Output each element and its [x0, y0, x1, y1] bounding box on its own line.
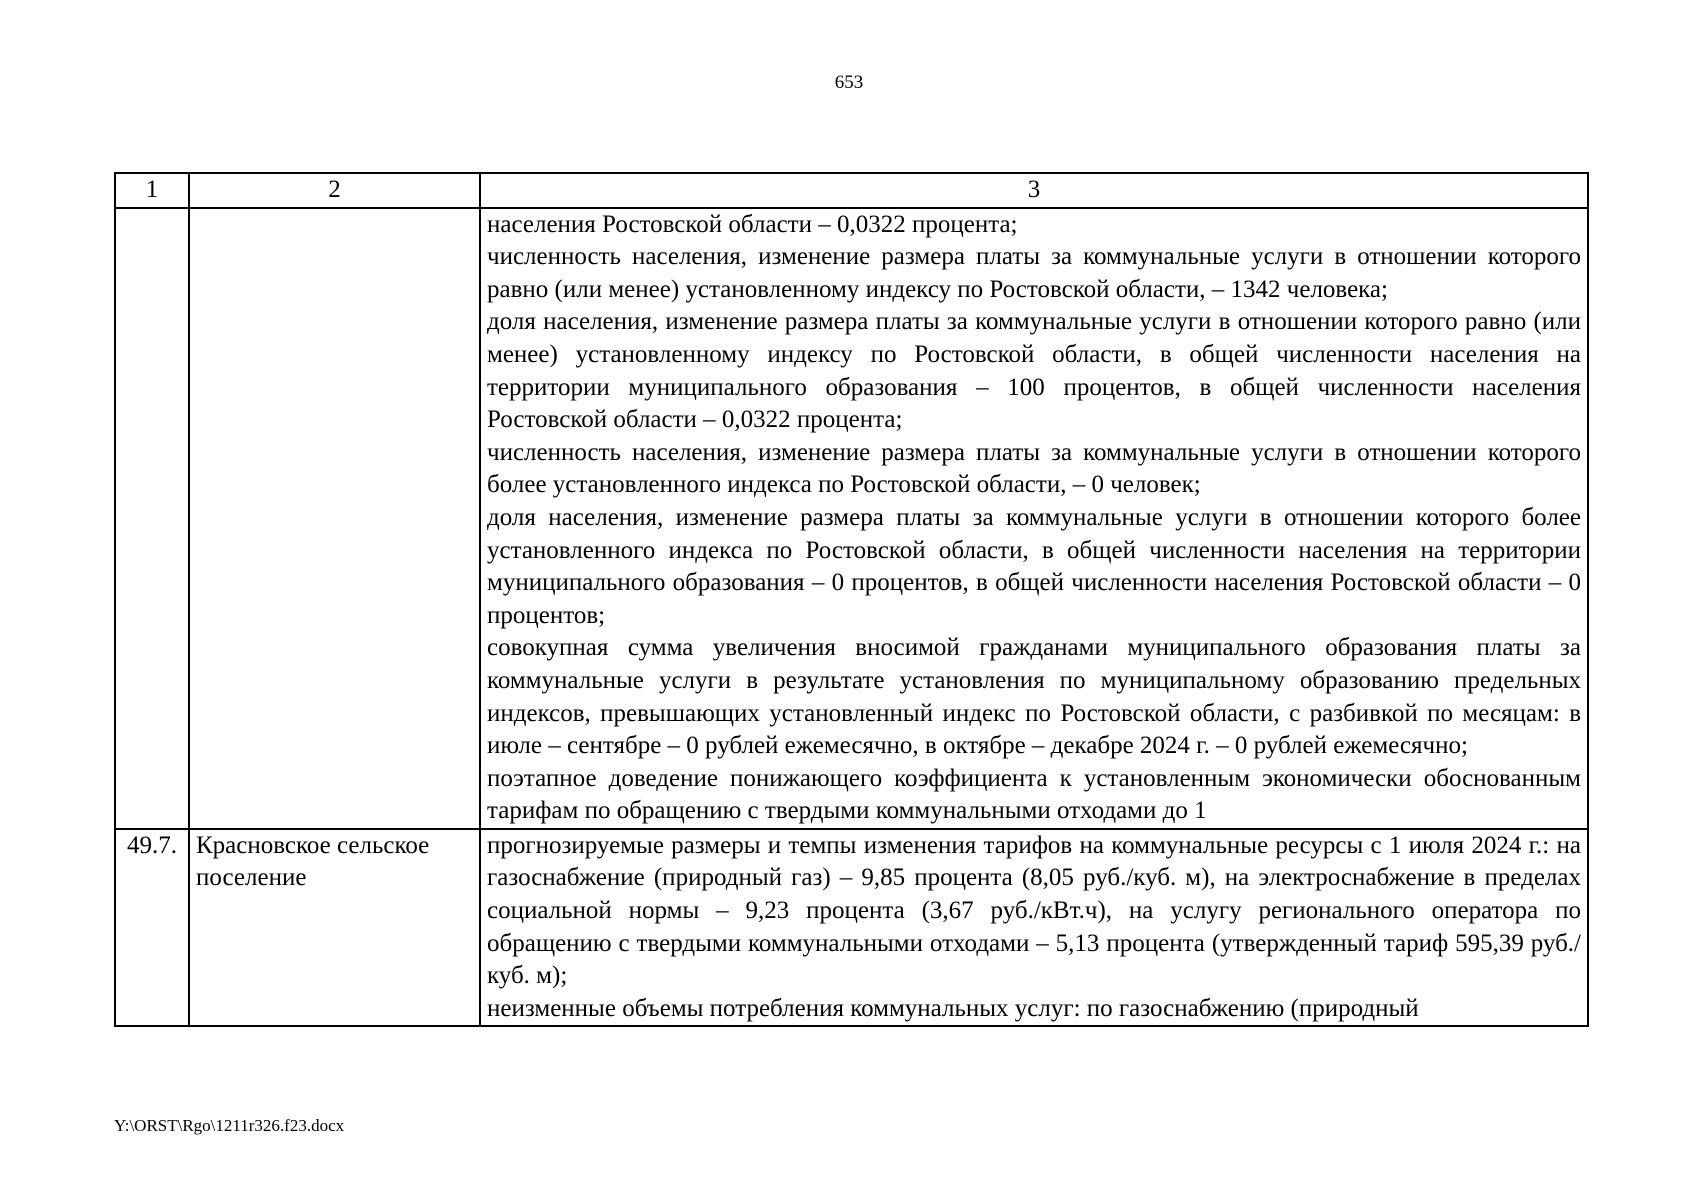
column-header-2: 2: [189, 173, 480, 208]
table-header-row: [115, 173, 1588, 208]
paragraph: населения Ростовской области – 0,0322 процента;: [487, 210, 1018, 238]
paragraph: доля населения, изменение размера платы за коммунальные услуги в отношении которого более установленного индекса по Ростовской области, в общей численности населения на территории муниципального образования – 0 процентов, в общей численности населения Ростовской области – 0 процентов;: [487, 503, 1581, 629]
column-header-1: 1: [115, 173, 189, 208]
table-row: [115, 829, 1588, 1027]
paragraph: численность населения, изменение размера платы за коммунальные услуги в отношении которого более установленного индекса по Ростовской области, – 0 человек;: [487, 438, 1581, 499]
paragraph: совокупная сумма увеличения вносимой гражданами муниципального образования платы за коммунальные услуги в результате установления по муниципальному образованию предельных индексов, превышающих установленный индекс по Ростовской области, с разбивкой по месяцам: в июле – сентябре – 0 рублей ежемесячно, в октябре – декабре 2024 г. – 0 рублей ежемесячно;: [487, 634, 1581, 760]
paragraph: неизменные объемы потребления коммунальных услуг: по газоснабжению (природный: [487, 994, 1419, 1022]
row-number: 49.7.: [115, 829, 189, 1027]
paragraph: прогнозируемые размеры и темпы изменения тарифов на коммунальные ресурсы с 1 июля 2024 г.: на газоснабжение (природный газ) – 9,85 процента (8,05 руб./куб. м), на электроснабжение в пределах социальной нормы – 9,23 процента (3,67 руб./кВт.ч), на услугу регионального оператора по обращению с твердыми коммунальными отходами – 5,13 процента (утвержденный тариф 595,39 руб./куб. м);: [487, 831, 1581, 990]
row-number: [115, 208, 189, 829]
data-table: [114, 172, 1589, 1027]
paragraph: поэтапное доведение понижающего коэффициента к установленным экономически обоснованным тарифам по обращению с твердыми коммунальными отходами до 1: [487, 764, 1581, 825]
document-file-path: Y:\ORST\Rgo\1211r326.f23.docx: [114, 1116, 345, 1135]
row-description: [480, 208, 1588, 829]
row-description: [480, 829, 1588, 1027]
paragraph: доля населения, изменение размера платы за коммунальные услуги в отношении которого равно (или менее) установленному индексу по Ростовской области, в общей численности населения на территории муниципального образования – 100 процентов, в общей численности населения Ростовской области – 0,0322 процента;: [487, 308, 1581, 434]
table-row: [115, 208, 1588, 829]
municipality-name: Красновское сельское поселение: [189, 829, 480, 1027]
page-number: 653: [834, 72, 864, 93]
column-header-3: 3: [480, 173, 1588, 208]
municipality-name: [189, 208, 480, 829]
paragraph: численность населения, изменение размера платы за коммунальные услуги в отношении которого равно (или менее) установленному индексу по Ростовской области, – 1342 человека;: [487, 243, 1581, 303]
